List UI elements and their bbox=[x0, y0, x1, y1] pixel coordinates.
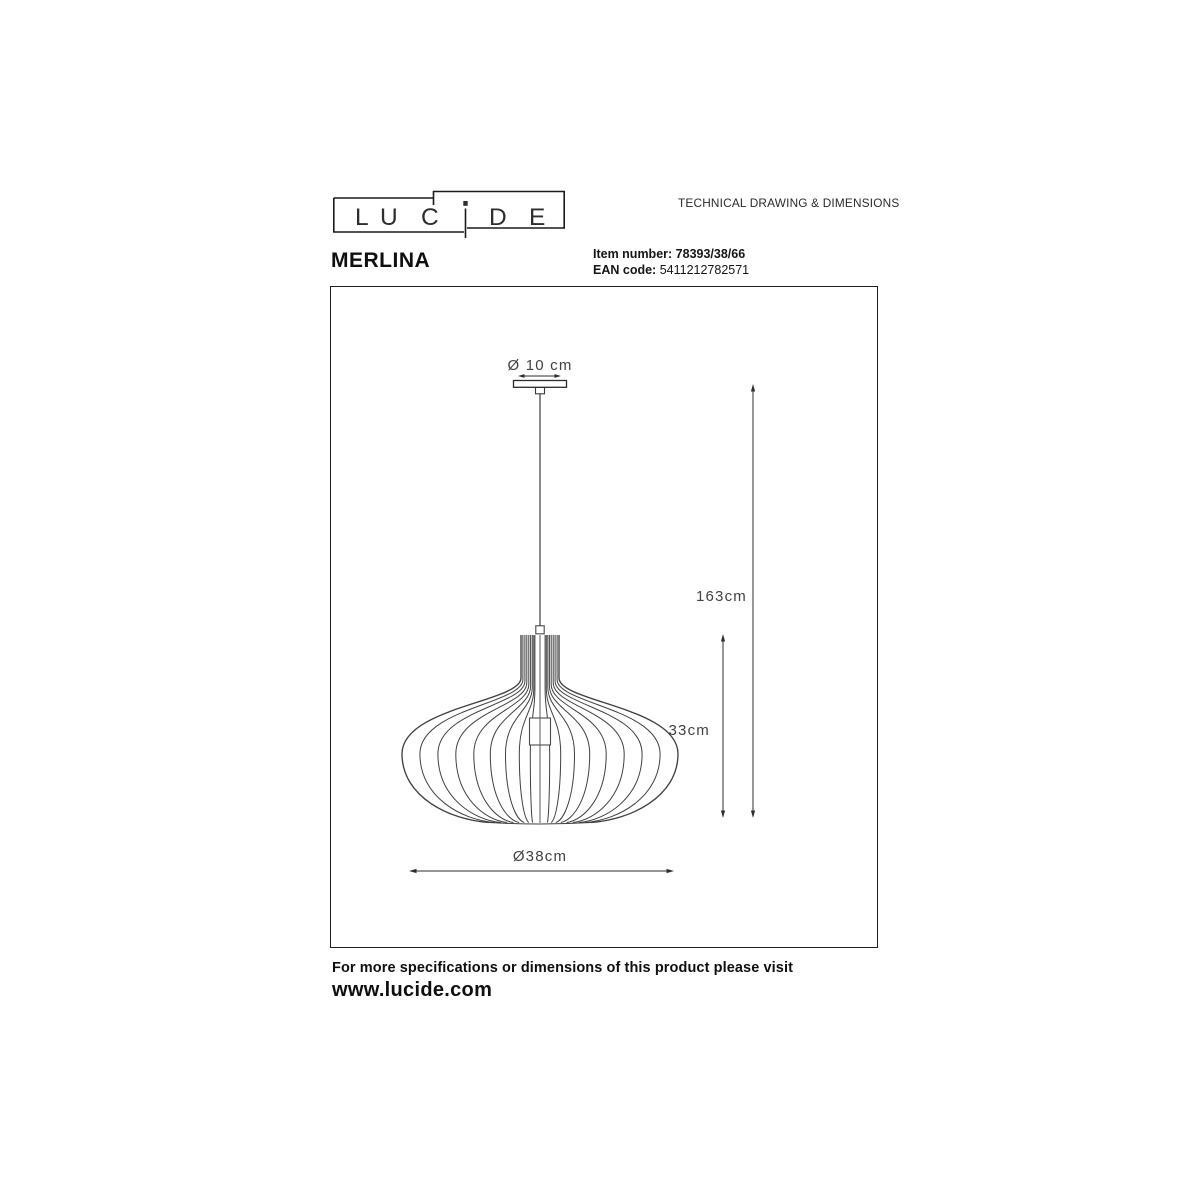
logo-letter-e: E bbox=[529, 204, 546, 231]
logo-letter-i-dot bbox=[463, 201, 467, 206]
ean-value: 5411212782571 bbox=[659, 262, 750, 277]
ean-line bbox=[593, 263, 749, 279]
canopy-diameter-label: Ø 10 cm bbox=[507, 357, 573, 374]
item-number-value: 78393/38/66 bbox=[675, 247, 746, 261]
ceiling-canopy bbox=[514, 381, 567, 388]
logo-letter-d: D bbox=[489, 204, 507, 231]
fixture-diameter-label: Ø38cm bbox=[512, 848, 568, 865]
fixture-height-label: 33cm bbox=[668, 722, 710, 739]
dimension-total-height bbox=[751, 384, 755, 818]
ean-label: EAN code: bbox=[593, 262, 657, 277]
doc-title: TECHNICAL DRAWING & DIMENSIONS bbox=[678, 196, 900, 210]
dimension-fixture-height bbox=[721, 634, 725, 818]
footer-note: For more specifications or dimensions of this product please visit bbox=[332, 960, 794, 976]
product-name: MERLINA bbox=[331, 249, 431, 272]
dimension-fixture-diameter bbox=[409, 869, 674, 873]
canopy-connector bbox=[536, 387, 545, 394]
item-number-label: Item number: bbox=[593, 247, 673, 261]
technical-drawing-frame bbox=[330, 286, 878, 948]
logo-letter-c: C bbox=[421, 204, 439, 231]
total-height-label: 163cm bbox=[695, 588, 747, 605]
logo-letter-l: L bbox=[355, 204, 369, 231]
technical-drawing bbox=[331, 287, 877, 947]
product-codes bbox=[593, 247, 749, 278]
logo-letters bbox=[355, 201, 545, 231]
item-number-line bbox=[593, 247, 749, 263]
dimension-canopy-diameter bbox=[518, 374, 561, 378]
footer bbox=[332, 960, 793, 1002]
lucide-logo bbox=[333, 188, 565, 240]
logo-letter-u: U bbox=[380, 204, 398, 231]
shade-connector bbox=[536, 626, 544, 634]
footer-website: www.lucide.com bbox=[332, 979, 493, 1001]
